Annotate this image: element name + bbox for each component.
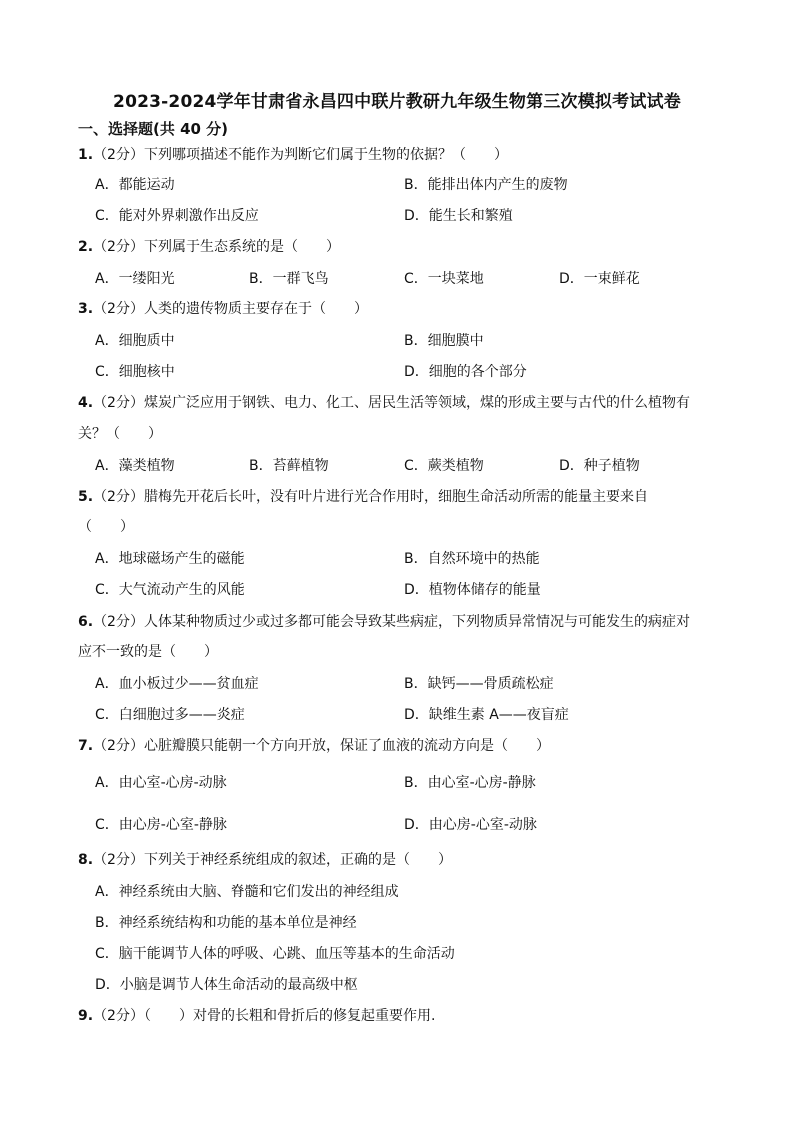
- option-b: B．一群飞鸟: [249, 271, 329, 287]
- question-6-continued: 应不一致的是（ ）: [78, 644, 218, 660]
- option-a: A．藻类植物: [95, 458, 175, 474]
- option-b: B．苔藓植物: [249, 458, 329, 474]
- question-6: [78, 612, 690, 632]
- question-stem: （2分）人体某种物质过少或过多都可能会导致某些病症，下列物质异常情况与可能发生的病症对: [93, 614, 690, 630]
- option-a: A．神经系统由大脑、脊髓和它们发出的神经组成: [95, 884, 399, 900]
- question-4-continued: 关？（ ）: [78, 426, 162, 442]
- exam-title: 2023-2024学年甘肃省永昌四中联片教研九年级生物第三次模拟考试试卷: [113, 92, 681, 112]
- option-d: D．细胞的各个部分: [404, 364, 527, 380]
- question-5: [78, 487, 648, 507]
- question-3: [78, 299, 368, 319]
- option-a: A．地球磁场产生的磁能: [95, 551, 245, 567]
- option-d: D．能生长和繁殖: [404, 208, 513, 224]
- option-c: C．白细胞过多——炎症: [95, 707, 245, 723]
- option-c: C．由心房-心室-静脉: [95, 817, 227, 833]
- option-a: A．血小板过少——贫血症: [95, 676, 259, 692]
- option-d: D．小脑是调节人体生命活动的最高级中枢: [95, 977, 358, 993]
- question-stem: （2分）下列属于生态系统的是（ ）: [93, 239, 340, 255]
- question-stem: （2分）（ ）对骨的长粗和骨折后的修复起重要作用.: [93, 1008, 436, 1024]
- question-number: 3.: [78, 301, 94, 317]
- option-c: C．脑干能调节人体的呼吸、心跳、血压等基本的生命活动: [95, 946, 455, 962]
- option-b: B．缺钙——骨质疏松症: [404, 676, 554, 692]
- option-d: D．缺维生素 A——夜盲症: [404, 707, 569, 723]
- option-a: A．细胞质中: [95, 333, 175, 349]
- question-9: [78, 1006, 435, 1026]
- option-a: A．都能运动: [95, 177, 175, 193]
- option-d: D．一束鲜花: [559, 271, 640, 287]
- question-number: 2.: [78, 239, 94, 255]
- question-number: 7.: [78, 738, 94, 754]
- option-c: C．大气流动产生的风能: [95, 582, 245, 598]
- option-c: C．细胞核中: [95, 364, 175, 380]
- question-number: 4.: [78, 395, 94, 411]
- question-8: [78, 850, 452, 870]
- question-number: 8.: [78, 852, 94, 868]
- option-a: A．一缕阳光: [95, 271, 175, 287]
- option-b: B．能排出体内产生的废物: [404, 177, 568, 193]
- option-b: B．自然环境中的热能: [404, 551, 540, 567]
- question-1: [78, 145, 508, 165]
- question-5-continued: （ ）: [78, 519, 134, 535]
- section-heading: 一、选择题(共 40 分): [78, 120, 229, 138]
- option-c: C．一块菜地: [404, 271, 484, 287]
- question-stem: （2分）心脏瓣膜只能朝一个方向开放，保证了血液的流动方向是（ ）: [93, 738, 550, 754]
- option-b: B．细胞膜中: [404, 333, 484, 349]
- question-stem: （2分）人类的遗传物质主要存在于（ ）: [93, 301, 368, 317]
- option-b: B．由心室-心房-静脉: [404, 775, 536, 791]
- option-a: A．由心室-心房-动脉: [95, 775, 227, 791]
- option-c: C．能对外界刺激作出反应: [95, 208, 259, 224]
- option-c: C．蕨类植物: [404, 458, 484, 474]
- question-number: 5.: [78, 489, 94, 505]
- question-7: [78, 736, 550, 756]
- question-number: 9.: [78, 1008, 94, 1024]
- question-4: [78, 393, 690, 413]
- question-stem: （2分）下列关于神经系统组成的叙述，正确的是（ ）: [93, 852, 452, 868]
- option-d: D．植物体储存的能量: [404, 582, 541, 598]
- question-number: 1.: [78, 147, 94, 163]
- option-d: D．由心房-心室-动脉: [404, 817, 537, 833]
- question-stem: （2分）煤炭广泛应用于钢铁、电力、化工、居民生活等领域，煤的形成主要与古代的什么植物有: [93, 395, 690, 411]
- question-2: [78, 237, 340, 257]
- option-d: D．种子植物: [559, 458, 640, 474]
- question-stem: （2分）下列哪项描述不能作为判断它们属于生物的依据？（ ）: [93, 147, 508, 163]
- question-stem: （2分）腊梅先开花后长叶，没有叶片进行光合作用时，细胞生命活动所需的能量主要来自: [93, 489, 648, 505]
- question-number: 6.: [78, 614, 94, 630]
- option-b: B．神经系统结构和功能的基本单位是神经: [95, 915, 357, 931]
